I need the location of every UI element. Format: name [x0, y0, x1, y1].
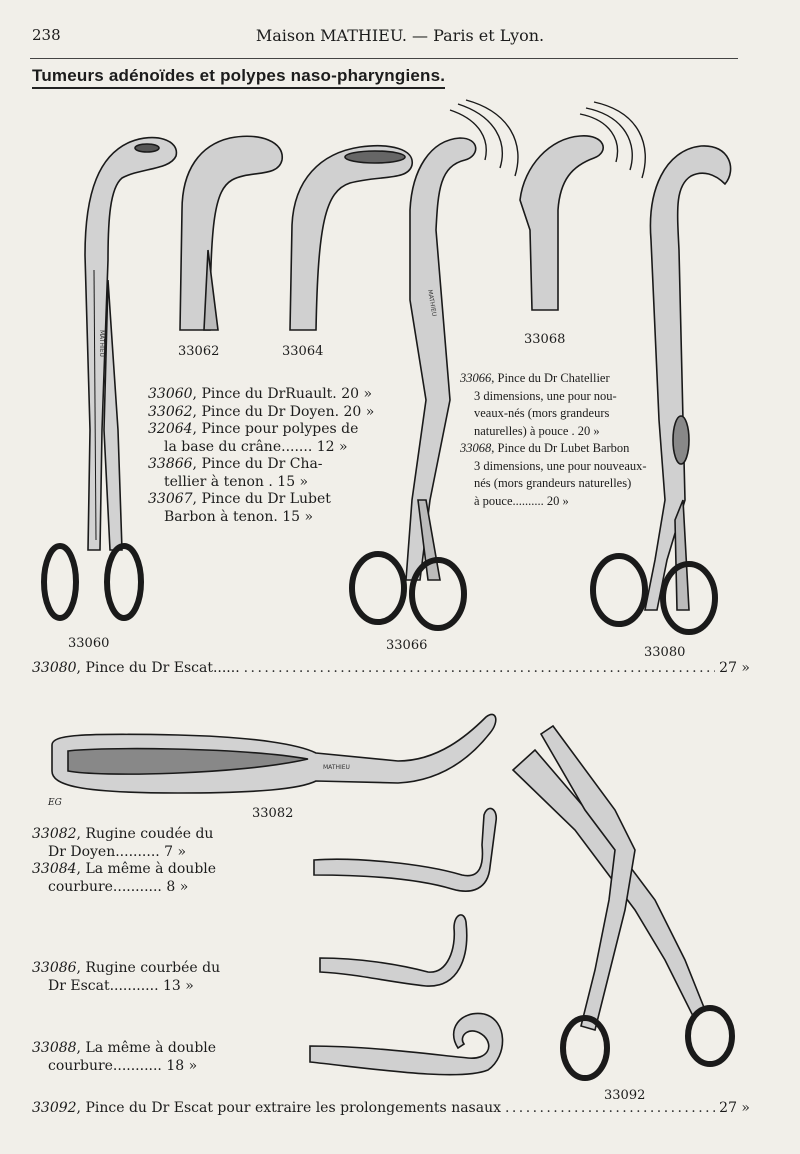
engraver-signature: EG	[48, 798, 62, 808]
engraved-brand-mark: MATHIEU	[426, 289, 438, 317]
leader-dots	[244, 660, 716, 676]
list-item: veaux-nés (mors grandeurs	[474, 406, 610, 420]
forceps-33062-illustration	[170, 130, 290, 340]
list-item: Dr Escat........... 13 »	[48, 977, 194, 994]
list-item: naturelles) à pouce . 20 »	[474, 423, 600, 438]
list-item: la base du crâne....... 12 »	[164, 438, 348, 455]
list-item: 33084, La même à double	[32, 861, 217, 877]
item-price: 27 »	[719, 660, 750, 676]
figure-label-33092: 33092	[604, 1088, 646, 1103]
description-list-right	[460, 370, 647, 510]
forceps-33092-illustration	[505, 730, 745, 1090]
list-item: courbure........... 18 »	[48, 1057, 198, 1074]
rugine-33088-illustration	[308, 1006, 508, 1086]
page-number: 238	[32, 26, 61, 44]
list-item: courbure........... 8 »	[48, 878, 189, 895]
list-item: 33866, Pince du Dr Cha-	[148, 456, 323, 472]
description-list-33086	[32, 960, 220, 995]
item-text: , Pince du Dr Escat......	[76, 660, 240, 676]
figure-label-33066: 33066	[386, 638, 428, 653]
rugine-33086-illustration	[318, 908, 468, 988]
list-item: 33068, Pince du Dr Lubet Barbon	[460, 441, 630, 455]
list-item: 33088, La même à double	[32, 1040, 217, 1056]
description-list-left	[148, 386, 374, 526]
rugine-33084-illustration	[312, 805, 502, 895]
running-header: Maison MATHIEU. — Paris et Lyon.	[255, 26, 545, 45]
list-item: nés (mors grandeurs naturelles)	[474, 476, 632, 490]
list-item: 32064, Pince pour polypes de	[148, 421, 359, 437]
list-item: tellier à tenon . 15 »	[164, 473, 309, 490]
list-item: 33062, Pince du Dr Doyen. 20 »	[148, 403, 375, 420]
list-item: 33086, Rugine courbée du	[32, 960, 221, 976]
figure-label-33060: 33060	[68, 636, 110, 651]
figure-label-33062: 33062	[178, 344, 220, 359]
rugine-33082-illustration	[38, 705, 498, 808]
list-item: Barbon à tenon. 15 »	[164, 508, 314, 525]
list-item: 33067, Pince du Dr Lubet	[148, 491, 331, 507]
list-item: 3 dimensions, une pour nou-	[474, 388, 617, 403]
item-price: 27 »	[719, 1100, 750, 1116]
description-list-33088	[32, 1040, 216, 1075]
list-item: 33060, Pince du DrRuault. 20 »	[148, 386, 373, 402]
forceps-33060-illustration	[30, 130, 190, 630]
engraved-brand-mark: MATHIEU	[98, 330, 105, 357]
engraved-brand-mark: MATHIEU	[323, 764, 350, 771]
figure-label-33080: 33080	[644, 645, 686, 660]
ref-number: 33092	[32, 1100, 77, 1116]
figure-label-33082: 33082	[252, 806, 294, 821]
section-title: Tumeurs adénoïdes et polypes naso-pharyngiens.	[32, 66, 445, 89]
figure-label-33068: 33068	[524, 332, 566, 347]
list-item: 33066, Pince du Dr Chatellier	[460, 371, 610, 385]
header-rule	[30, 58, 738, 59]
list-item: Dr Doyen.......... 7 »	[48, 843, 187, 860]
leader-dots	[505, 1100, 715, 1116]
ref-number: 33080	[32, 660, 77, 676]
item-text: , Pince du Dr Escat pour extraire les prolongements nasaux	[76, 1100, 501, 1116]
price-line-33080	[32, 660, 750, 676]
list-item: à pouce.......... 20 »	[474, 493, 569, 508]
figure-label-33064: 33064	[282, 344, 324, 359]
list-item: 33082, Rugine coudée du	[32, 826, 214, 842]
description-list-rugines	[32, 826, 216, 896]
list-item: 3 dimensions, une pour nouveaux-	[474, 458, 647, 473]
price-line-33092	[32, 1100, 750, 1116]
